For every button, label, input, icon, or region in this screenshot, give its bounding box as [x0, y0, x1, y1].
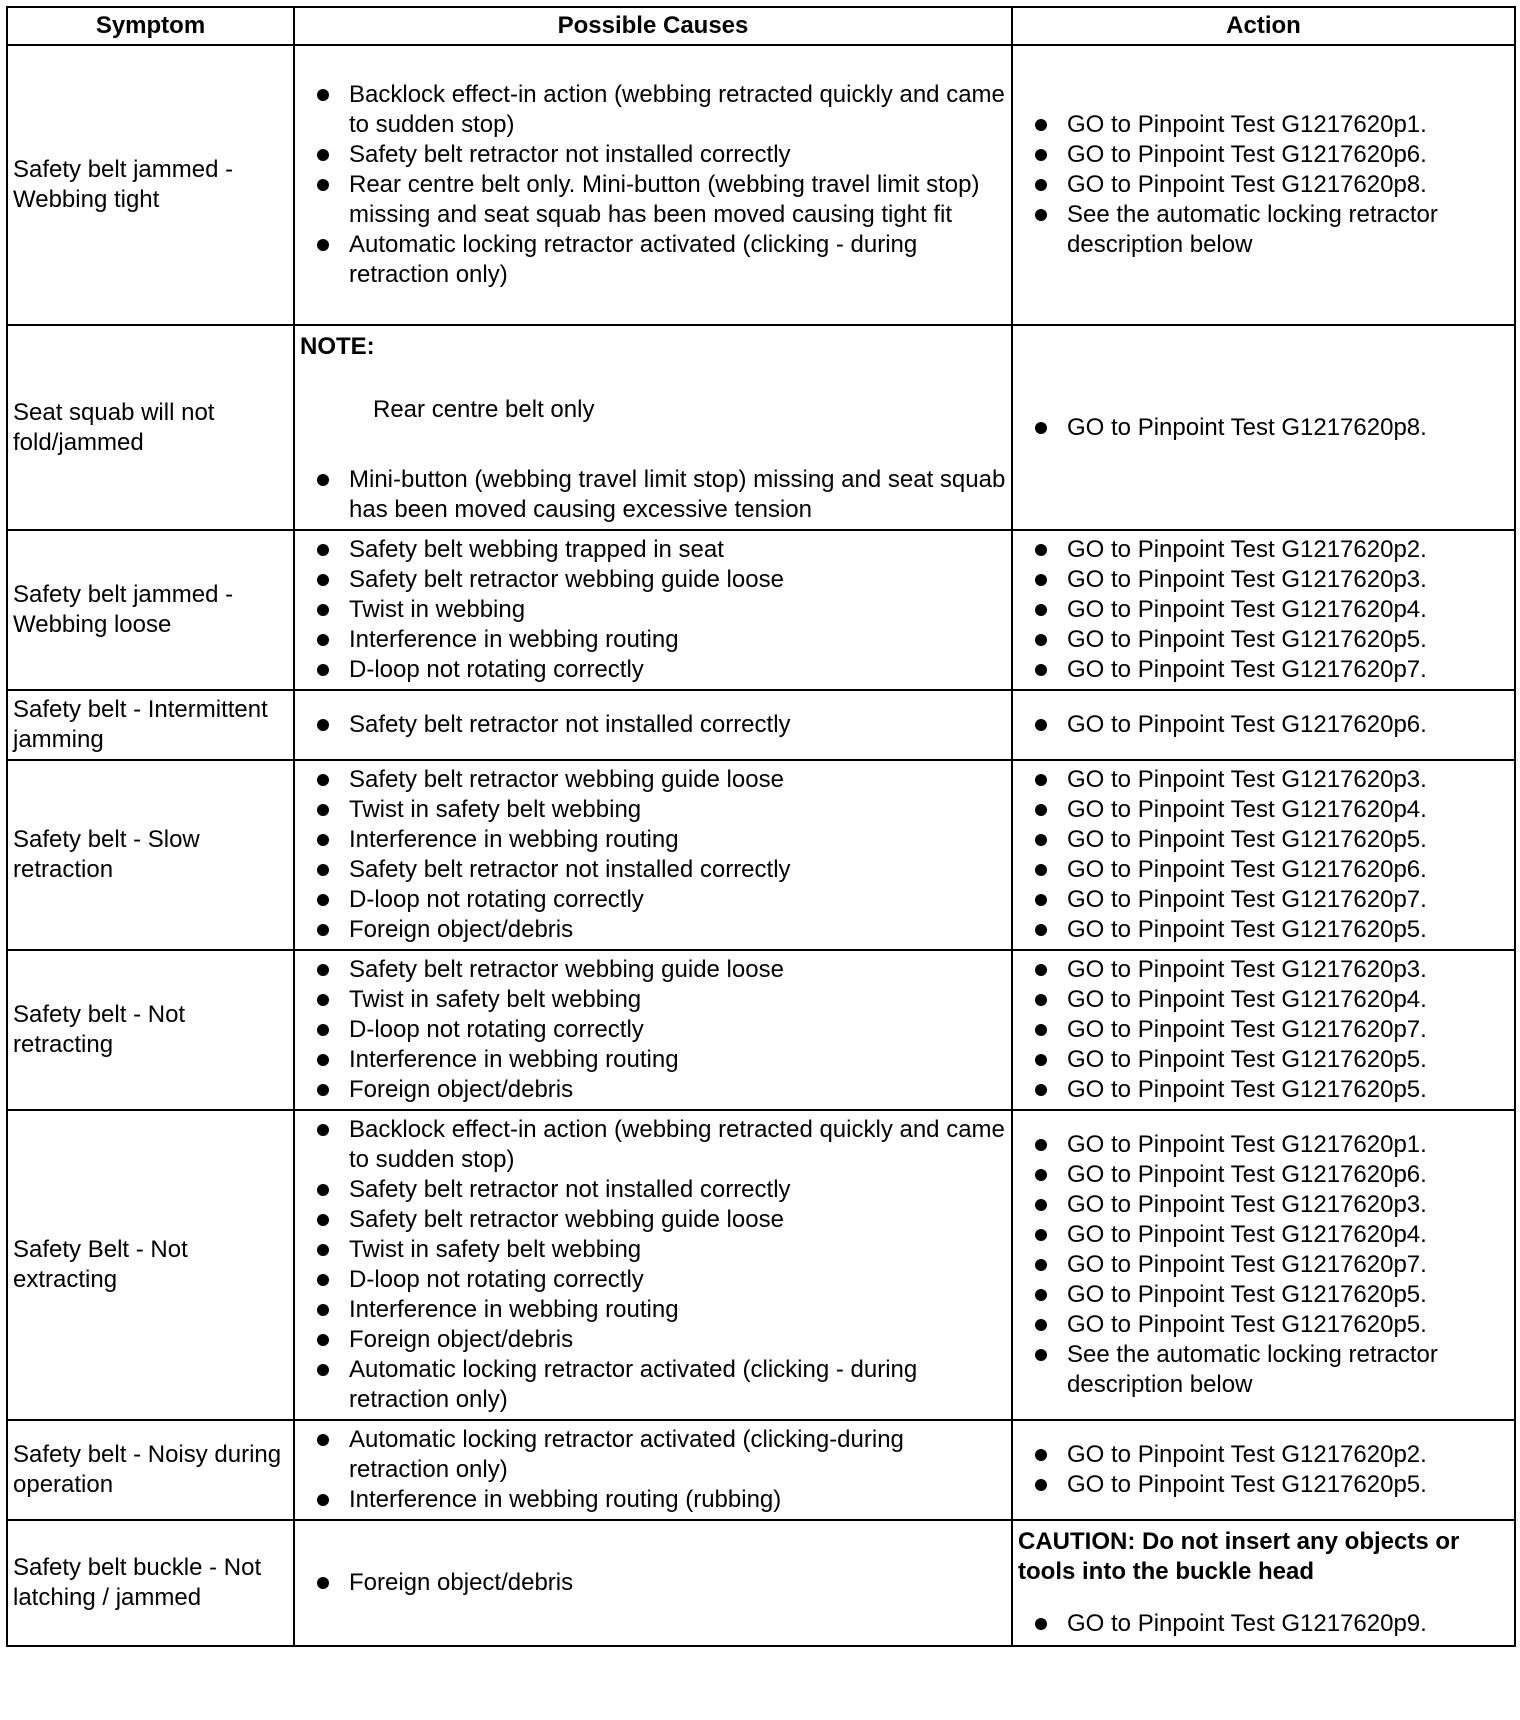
causes-cell	[294, 45, 1012, 325]
caution-text: CAUTION: Do not insert any objects or tools into the buckle head	[1018, 1528, 1460, 1585]
cause-item-text: D-loop not rotating correctly	[349, 1266, 644, 1293]
cause-item-text: Interference in webbing routing	[349, 626, 679, 653]
bullet-icon	[317, 179, 329, 191]
bullet-icon	[317, 1244, 329, 1256]
action-item	[1018, 595, 1509, 625]
action-item-text: GO to Pinpoint Test G1217620p6.	[1067, 856, 1427, 883]
action-item	[1018, 1075, 1509, 1105]
cause-item	[300, 1295, 1006, 1325]
bullet-icon	[1035, 664, 1047, 676]
symptom-cell	[7, 950, 294, 1110]
table-row	[7, 1420, 1515, 1520]
bullet-icon	[317, 994, 329, 1006]
action-item	[1018, 200, 1509, 260]
symptom-text: Safety belt - Noisy during operation	[13, 1441, 282, 1498]
bullet-icon	[1035, 634, 1047, 646]
action-list	[1018, 1609, 1509, 1639]
note-label: NOTE:	[300, 333, 375, 360]
cause-item	[300, 885, 1006, 915]
cause-item	[300, 1265, 1006, 1295]
action-item	[1018, 1250, 1509, 1280]
cause-item	[300, 1115, 1006, 1175]
cause-list	[300, 465, 1006, 525]
action-item-text: GO to Pinpoint Test G1217620p7.	[1067, 1251, 1427, 1278]
header-possible-causes: Possible Causes	[294, 7, 1012, 45]
action-item-text: GO to Pinpoint Test G1217620p5.	[1067, 1076, 1427, 1103]
cause-item	[300, 710, 1006, 740]
symptom-cell	[7, 45, 294, 325]
cause-item	[300, 1425, 1006, 1485]
action-item	[1018, 765, 1509, 795]
action-item	[1018, 915, 1509, 945]
cause-item-text: Foreign object/debris	[349, 916, 574, 943]
action-item-text: GO to Pinpoint Test G1217620p5.	[1067, 826, 1427, 853]
bullet-icon	[1035, 1084, 1047, 1096]
action-cell	[1012, 325, 1515, 530]
action-item-text: GO to Pinpoint Test G1217620p4.	[1067, 796, 1427, 823]
bullet-icon	[1035, 1349, 1047, 1361]
action-item-text: GO to Pinpoint Test G1217620p4.	[1067, 986, 1427, 1013]
action-item	[1018, 955, 1509, 985]
header-row	[7, 7, 1515, 45]
cause-item-text: Safety belt retractor webbing guide loose	[349, 1206, 784, 1233]
causes-cell	[294, 530, 1012, 690]
cause-item	[300, 595, 1006, 625]
cause-list	[300, 1115, 1006, 1415]
action-item-text: GO to Pinpoint Test G1217620p4.	[1067, 1221, 1427, 1248]
action-item	[1018, 535, 1509, 565]
symptom-text: Safety belt jammed - Webbing tight	[13, 156, 234, 213]
action-cell	[1012, 950, 1515, 1110]
action-list	[1018, 765, 1509, 945]
note-text: Rear centre belt only	[373, 396, 595, 423]
action-item-text: GO to Pinpoint Test G1217620p7.	[1067, 1016, 1427, 1043]
action-item	[1018, 985, 1509, 1015]
action-item-text: GO to Pinpoint Test G1217620p5.	[1067, 1046, 1427, 1073]
bullet-icon	[1035, 864, 1047, 876]
symptom-text: Safety belt - Not retracting	[13, 1001, 186, 1058]
cause-item	[300, 1205, 1006, 1235]
cause-item-text: D-loop not rotating correctly	[349, 886, 644, 913]
action-item-text: GO to Pinpoint Test G1217620p7.	[1067, 886, 1427, 913]
symptom-text: Safety belt buckle - Not latching / jammed	[13, 1554, 262, 1611]
bullet-icon	[1035, 544, 1047, 556]
action-item-text: GO to Pinpoint Test G1217620p6.	[1067, 1161, 1427, 1188]
action-item-text: GO to Pinpoint Test G1217620p3.	[1067, 1191, 1427, 1218]
cause-item-text: D-loop not rotating correctly	[349, 1016, 644, 1043]
table-row	[7, 760, 1515, 950]
cause-item	[300, 655, 1006, 685]
action-cell	[1012, 760, 1515, 950]
cause-item-text: Interference in webbing routing	[349, 1296, 679, 1323]
symptom-cell	[7, 1420, 294, 1520]
bullet-icon	[1035, 149, 1047, 161]
bullet-icon	[317, 804, 329, 816]
bullet-icon	[317, 1184, 329, 1196]
cause-item	[300, 565, 1006, 595]
cause-item	[300, 1175, 1006, 1205]
action-list	[1018, 1440, 1509, 1500]
bullet-icon	[317, 1124, 329, 1136]
bullet-icon	[1035, 574, 1047, 586]
bullet-icon	[1035, 804, 1047, 816]
action-item	[1018, 1340, 1509, 1400]
cause-item-text: Backlock effect-in action (webbing retracted quickly and came to sudden stop)	[349, 81, 1005, 138]
action-item	[1018, 855, 1509, 885]
table-row	[7, 530, 1515, 690]
action-item	[1018, 1015, 1509, 1045]
action-item-text: GO to Pinpoint Test G1217620p5.	[1067, 1471, 1427, 1498]
symptom-cell	[7, 760, 294, 950]
diagnostic-table	[6, 6, 1516, 1647]
symptom-text: Safety belt jammed - Webbing loose	[13, 581, 234, 638]
cause-item	[300, 985, 1006, 1015]
cause-item-text: Backlock effect-in action (webbing retracted quickly and came to sudden stop)	[349, 1116, 1005, 1173]
action-item-text: GO to Pinpoint Test G1217620p5.	[1067, 1311, 1427, 1338]
cause-list	[300, 1425, 1006, 1515]
symptom-text: Safety belt - Slow retraction	[13, 826, 200, 883]
bullet-icon	[1035, 1449, 1047, 1461]
bullet-icon	[1035, 1199, 1047, 1211]
action-list	[1018, 710, 1509, 740]
action-item	[1018, 1470, 1509, 1500]
action-cell	[1012, 690, 1515, 760]
cause-item-text: Twist in safety belt webbing	[349, 1236, 642, 1263]
bullet-icon	[1035, 1229, 1047, 1241]
action-list	[1018, 955, 1509, 1105]
action-item-text: GO to Pinpoint Test G1217620p5.	[1067, 916, 1427, 943]
cause-item	[300, 80, 1006, 140]
action-item-text: GO to Pinpoint Test G1217620p2.	[1067, 1441, 1427, 1468]
symptom-text: Safety belt - Intermittent jamming	[13, 696, 268, 753]
action-item	[1018, 140, 1509, 170]
bullet-icon	[317, 924, 329, 936]
action-item	[1018, 1440, 1509, 1470]
action-item	[1018, 795, 1509, 825]
action-item	[1018, 1160, 1509, 1190]
cause-item	[300, 170, 1006, 230]
symptom-cell	[7, 1520, 294, 1646]
bullet-icon	[317, 149, 329, 161]
table-row	[7, 1520, 1515, 1646]
action-cell	[1012, 45, 1515, 325]
action-item	[1018, 170, 1509, 200]
action-item-text: GO to Pinpoint Test G1217620p5.	[1067, 1281, 1427, 1308]
bullet-icon	[317, 239, 329, 251]
cause-item-text: Twist in safety belt webbing	[349, 796, 642, 823]
action-item	[1018, 710, 1509, 740]
action-list	[1018, 535, 1509, 685]
action-list	[1018, 413, 1509, 443]
symptom-cell	[7, 1110, 294, 1420]
bullet-icon	[317, 634, 329, 646]
action-item-text: GO to Pinpoint Test G1217620p2.	[1067, 536, 1427, 563]
symptom-cell	[7, 530, 294, 690]
cause-item	[300, 825, 1006, 855]
action-cell	[1012, 1110, 1515, 1420]
symptom-cell	[7, 325, 294, 530]
action-item	[1018, 413, 1509, 443]
action-item	[1018, 565, 1509, 595]
action-item-text: GO to Pinpoint Test G1217620p8.	[1067, 171, 1427, 198]
action-item-text: GO to Pinpoint Test G1217620p7.	[1067, 656, 1427, 683]
cause-item-text: Safety belt retractor webbing guide loose	[349, 766, 784, 793]
bullet-icon	[1035, 179, 1047, 191]
cause-item	[300, 1045, 1006, 1075]
action-item-text: GO to Pinpoint Test G1217620p3.	[1067, 766, 1427, 793]
bullet-icon	[1035, 1479, 1047, 1491]
action-item	[1018, 625, 1509, 655]
action-item-text: GO to Pinpoint Test G1217620p3.	[1067, 956, 1427, 983]
bullet-icon	[1035, 1054, 1047, 1066]
bullet-icon	[1035, 1319, 1047, 1331]
symptom-cell	[7, 690, 294, 760]
bullet-icon	[317, 1334, 329, 1346]
cause-item-text: Safety belt retractor webbing guide loose	[349, 956, 784, 983]
bullet-icon	[317, 1084, 329, 1096]
action-item	[1018, 1190, 1509, 1220]
action-item	[1018, 1130, 1509, 1160]
bullet-icon	[317, 664, 329, 676]
bullet-icon	[1035, 1169, 1047, 1181]
bullet-icon	[1035, 1139, 1047, 1151]
bullet-icon	[1035, 119, 1047, 131]
action-item-text: GO to Pinpoint Test G1217620p3.	[1067, 566, 1427, 593]
bullet-icon	[1035, 1289, 1047, 1301]
cause-item	[300, 915, 1006, 945]
action-list	[1018, 110, 1509, 260]
bullet-icon	[317, 1364, 329, 1376]
cause-item	[300, 955, 1006, 985]
bullet-icon	[1035, 994, 1047, 1006]
bullet-icon	[1035, 894, 1047, 906]
cause-item	[300, 1485, 1006, 1515]
cause-item	[300, 765, 1006, 795]
action-cell	[1012, 1520, 1515, 1646]
bullet-icon	[317, 1577, 329, 1589]
action-cell	[1012, 530, 1515, 690]
bullet-icon	[317, 574, 329, 586]
action-item-text: GO to Pinpoint Test G1217620p6.	[1067, 711, 1427, 738]
action-item	[1018, 110, 1509, 140]
action-list	[1018, 1130, 1509, 1400]
bullet-icon	[317, 964, 329, 976]
action-item	[1018, 885, 1509, 915]
causes-cell	[294, 1110, 1012, 1420]
cause-item	[300, 140, 1006, 170]
bullet-icon	[317, 1494, 329, 1506]
bullet-icon	[317, 864, 329, 876]
cause-list	[300, 535, 1006, 685]
action-item-text: See the automatic locking retractor description below	[1067, 201, 1438, 258]
action-item-text: GO to Pinpoint Test G1217620p6.	[1067, 141, 1427, 168]
action-item-text: GO to Pinpoint Test G1217620p1.	[1067, 111, 1427, 138]
action-item	[1018, 1609, 1509, 1639]
cause-item	[300, 1075, 1006, 1105]
bullet-icon	[317, 1214, 329, 1226]
bullet-icon	[317, 774, 329, 786]
bullet-icon	[1035, 924, 1047, 936]
table-row	[7, 1110, 1515, 1420]
action-item-text: GO to Pinpoint Test G1217620p9.	[1067, 1610, 1427, 1637]
cause-item-text: Twist in webbing	[349, 596, 526, 623]
cause-item-text: Interference in webbing routing	[349, 1046, 679, 1073]
bullet-icon	[1035, 209, 1047, 221]
action-item-text: GO to Pinpoint Test G1217620p5.	[1067, 626, 1427, 653]
bullet-icon	[1035, 719, 1047, 731]
cause-item	[300, 625, 1006, 655]
cause-item	[300, 1568, 1006, 1598]
header-action: Action	[1012, 7, 1515, 45]
cause-item-text: Automatic locking retractor activated (clicking - during retraction only)	[349, 231, 918, 288]
cause-item-text: Automatic locking retractor activated (clicking - during retraction only)	[349, 1356, 918, 1413]
action-item-text: GO to Pinpoint Test G1217620p8.	[1067, 413, 1427, 441]
causes-cell	[294, 950, 1012, 1110]
cause-item-text: Foreign object/debris	[349, 1076, 574, 1103]
cause-item-text: Mini-button (webbing travel limit stop) missing and seat squab has been moved causing excessive tension	[349, 466, 1006, 523]
action-item	[1018, 1310, 1509, 1340]
causes-cell	[294, 1520, 1012, 1646]
bullet-icon	[1035, 1024, 1047, 1036]
cause-item-text: Safety belt retractor webbing guide loose	[349, 566, 784, 593]
action-cell	[1012, 1420, 1515, 1520]
action-item	[1018, 655, 1509, 685]
causes-cell	[294, 325, 1012, 530]
cause-item-text: D-loop not rotating correctly	[349, 656, 644, 683]
bullet-icon	[317, 474, 329, 486]
bullet-icon	[1035, 964, 1047, 976]
bullet-icon	[317, 604, 329, 616]
bullet-icon	[317, 834, 329, 846]
bullet-icon	[1035, 834, 1047, 846]
cause-list	[300, 710, 1006, 740]
cause-item-text: Safety belt retractor not installed correctly	[349, 856, 791, 883]
cause-item	[300, 1015, 1006, 1045]
cause-item	[300, 1325, 1006, 1355]
action-item	[1018, 825, 1509, 855]
causes-cell	[294, 1420, 1012, 1520]
bullet-icon	[317, 544, 329, 556]
bullet-icon	[317, 719, 329, 731]
action-item	[1018, 1045, 1509, 1075]
symptom-text: Seat squab will not fold/jammed	[13, 398, 215, 456]
action-item-text: See the automatic locking retractor description below	[1067, 1341, 1438, 1398]
cause-item	[300, 465, 1006, 525]
symptom-text: Safety Belt - Not extracting	[13, 1236, 188, 1293]
cause-item-text: Twist in safety belt webbing	[349, 986, 642, 1013]
action-item	[1018, 1280, 1509, 1310]
cause-item	[300, 535, 1006, 565]
bullet-icon	[1035, 604, 1047, 616]
cause-item-text: Safety belt retractor not installed correctly	[349, 711, 791, 738]
bullet-icon	[317, 894, 329, 906]
table-row	[7, 45, 1515, 325]
table-row	[7, 950, 1515, 1110]
cause-item-text: Safety belt retractor not installed correctly	[349, 141, 791, 168]
bullet-icon	[317, 1054, 329, 1066]
bullet-icon	[1035, 422, 1047, 434]
cause-item-text: Foreign object/debris	[349, 1326, 574, 1353]
cause-item	[300, 795, 1006, 825]
cause-list	[300, 80, 1006, 290]
cause-item	[300, 230, 1006, 290]
bullet-icon	[317, 89, 329, 101]
cause-item-text: Automatic locking retractor activated (clicking-during retraction only)	[349, 1426, 904, 1483]
cause-item	[300, 855, 1006, 885]
cause-item-text: Rear centre belt only. Mini-button (webbing travel limit stop) missing and seat squab has been moved causing tight fit	[349, 171, 980, 228]
cause-item-text: Safety belt webbing trapped in seat	[349, 536, 724, 563]
cause-item-text: Foreign object/debris	[349, 1569, 574, 1596]
action-item	[1018, 1220, 1509, 1250]
bullet-icon	[1035, 1259, 1047, 1271]
cause-item-text: Interference in webbing routing (rubbing)	[349, 1486, 782, 1513]
cause-list	[300, 955, 1006, 1105]
cause-item-text: Safety belt retractor not installed correctly	[349, 1176, 791, 1203]
causes-cell	[294, 760, 1012, 950]
cause-list	[300, 765, 1006, 945]
header-symptom: Symptom	[7, 7, 294, 45]
cause-item	[300, 1355, 1006, 1415]
cause-item-text: Interference in webbing routing	[349, 826, 679, 853]
bullet-icon	[317, 1304, 329, 1316]
bullet-icon	[1035, 1618, 1047, 1630]
table-row	[7, 690, 1515, 760]
bullet-icon	[317, 1024, 329, 1036]
causes-cell	[294, 690, 1012, 760]
cause-list	[300, 1568, 1006, 1598]
action-item-text: GO to Pinpoint Test G1217620p4.	[1067, 596, 1427, 623]
cause-item	[300, 1235, 1006, 1265]
bullet-icon	[317, 1434, 329, 1446]
bullet-icon	[317, 1274, 329, 1286]
table-row	[7, 325, 1515, 530]
bullet-icon	[1035, 774, 1047, 786]
action-item-text: GO to Pinpoint Test G1217620p1.	[1067, 1131, 1427, 1158]
